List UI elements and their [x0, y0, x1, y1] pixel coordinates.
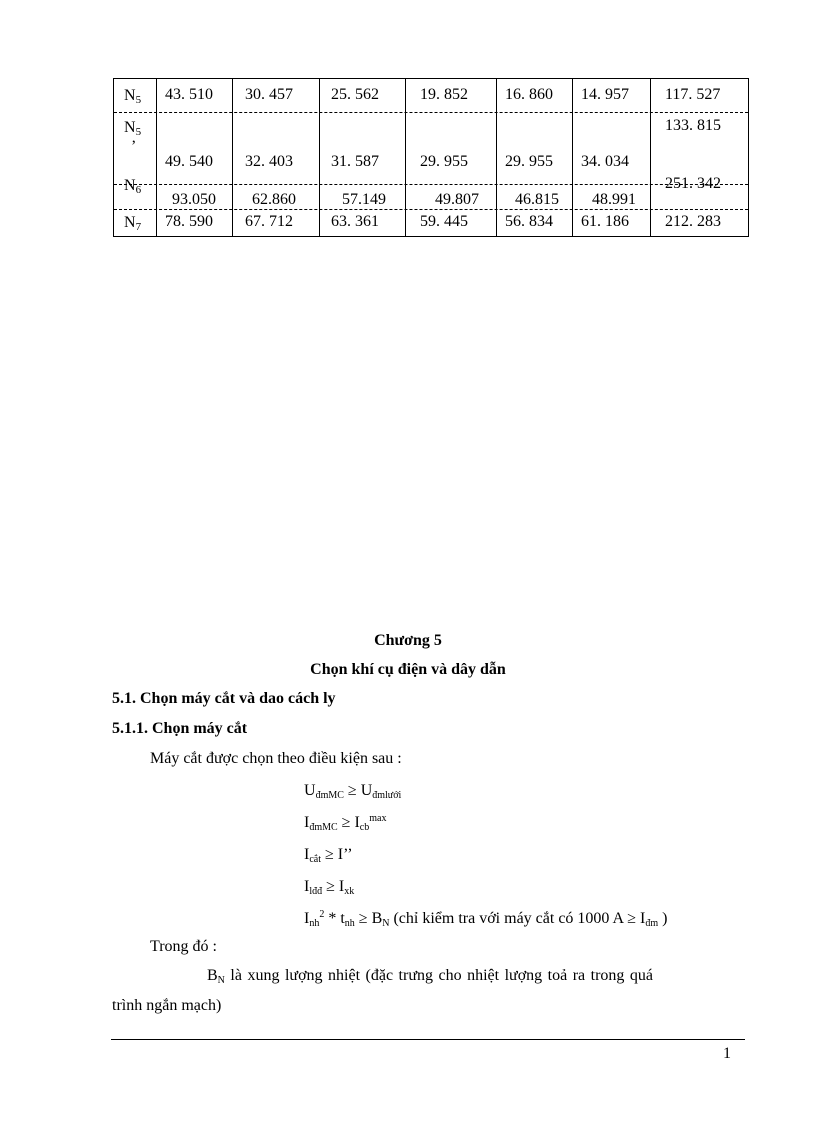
table-row-separator	[114, 112, 748, 185]
table-column-divider	[650, 79, 651, 236]
footer-rule	[111, 1039, 745, 1040]
body-intro: Máy cắt được chọn theo điều kiện sau :	[150, 750, 402, 767]
section-heading: 5.1. Chọn máy cắt và dao cách ly	[112, 690, 336, 707]
table-cell: 29. 955	[505, 153, 553, 170]
table-row-label: $N_7$	[124, 214, 142, 233]
table-column-divider	[496, 79, 497, 236]
table-cell: 43. 510	[165, 86, 213, 103]
table-cell: 93.050	[172, 191, 216, 208]
table-cell: 29. 955	[420, 153, 468, 170]
condition-voltage: $U_{đmMC} \ge U_{đmlưới}$	[304, 782, 402, 801]
table-cell: 19. 852	[420, 86, 468, 103]
table-column-divider	[572, 79, 573, 236]
table-cell-total: 133. 815	[665, 117, 721, 134]
table-cell: 32. 403	[245, 153, 293, 170]
table-cell: 56. 834	[505, 213, 553, 230]
table-cell: 25. 562	[331, 86, 379, 103]
table-cell: 57.149	[342, 191, 386, 208]
condition-dynamic: $I_{lđđ} \ge I_{xk}$	[304, 878, 355, 897]
table-column-divider	[319, 79, 320, 236]
condition-current: $I_{đmMC} \ge I_{cb}^{max}$	[304, 813, 387, 833]
table-cell: 62.860	[252, 191, 296, 208]
short-circuit-current-table	[113, 78, 749, 237]
table-cell: 34. 034	[581, 153, 629, 170]
table-row-label: $N_6$	[124, 177, 142, 196]
table-cell: 61. 186	[581, 213, 629, 230]
table-cell-total: 212. 283	[665, 213, 721, 230]
table-cell: 46.815	[515, 191, 559, 208]
bn-description-line1: $B_N$ là xung lượng nhiệt (đặc trưng cho nhiệt lượng toả ra trong quá	[207, 967, 654, 986]
table-column-divider	[405, 79, 406, 236]
table-cell: 78. 590	[165, 213, 213, 230]
chapter-title: Chương 5	[374, 632, 442, 649]
page-number: 1	[723, 1045, 731, 1062]
table-column-divider	[156, 79, 157, 236]
table-cell: 30. 457	[245, 86, 293, 103]
table-cell: 16. 860	[505, 86, 553, 103]
table-row-label: $N_5$	[124, 87, 142, 106]
condition-thermal: $I_{nh}^2 * t_{nh} \ge B_N$ (chỉ kiểm tra với máy cắt có 1000 $A \ge I_{đm}$ )	[304, 909, 668, 929]
where-label: Trong đó :	[150, 938, 217, 955]
bn-description-line2: trình ngắn mạch)	[112, 997, 222, 1014]
table-cell-total: 117. 527	[665, 86, 721, 103]
table-cell: 48.991	[592, 191, 636, 208]
table-row-label: $N_5$	[124, 119, 142, 138]
table-cell: 14. 957	[581, 86, 629, 103]
condition-breaking: $I_{cắt} \ge I$’’	[304, 846, 353, 865]
subsection-heading: 5.1.1. Chọn máy cắt	[112, 720, 248, 737]
table-cell: 63. 361	[331, 213, 379, 230]
chapter-subtitle: Chọn khí cụ điện và dây dẫn	[310, 661, 506, 678]
table-cell-total: 251. 342	[665, 175, 721, 192]
table-cell: 67. 712	[245, 213, 293, 230]
table-column-divider	[232, 79, 233, 236]
table-cell: 59. 445	[420, 213, 468, 230]
table-cell: 49.807	[435, 191, 479, 208]
table-cell: 49. 540	[165, 153, 213, 170]
table-cell: 31. 587	[331, 153, 379, 170]
table-row-label-prime: ’	[131, 138, 137, 155]
